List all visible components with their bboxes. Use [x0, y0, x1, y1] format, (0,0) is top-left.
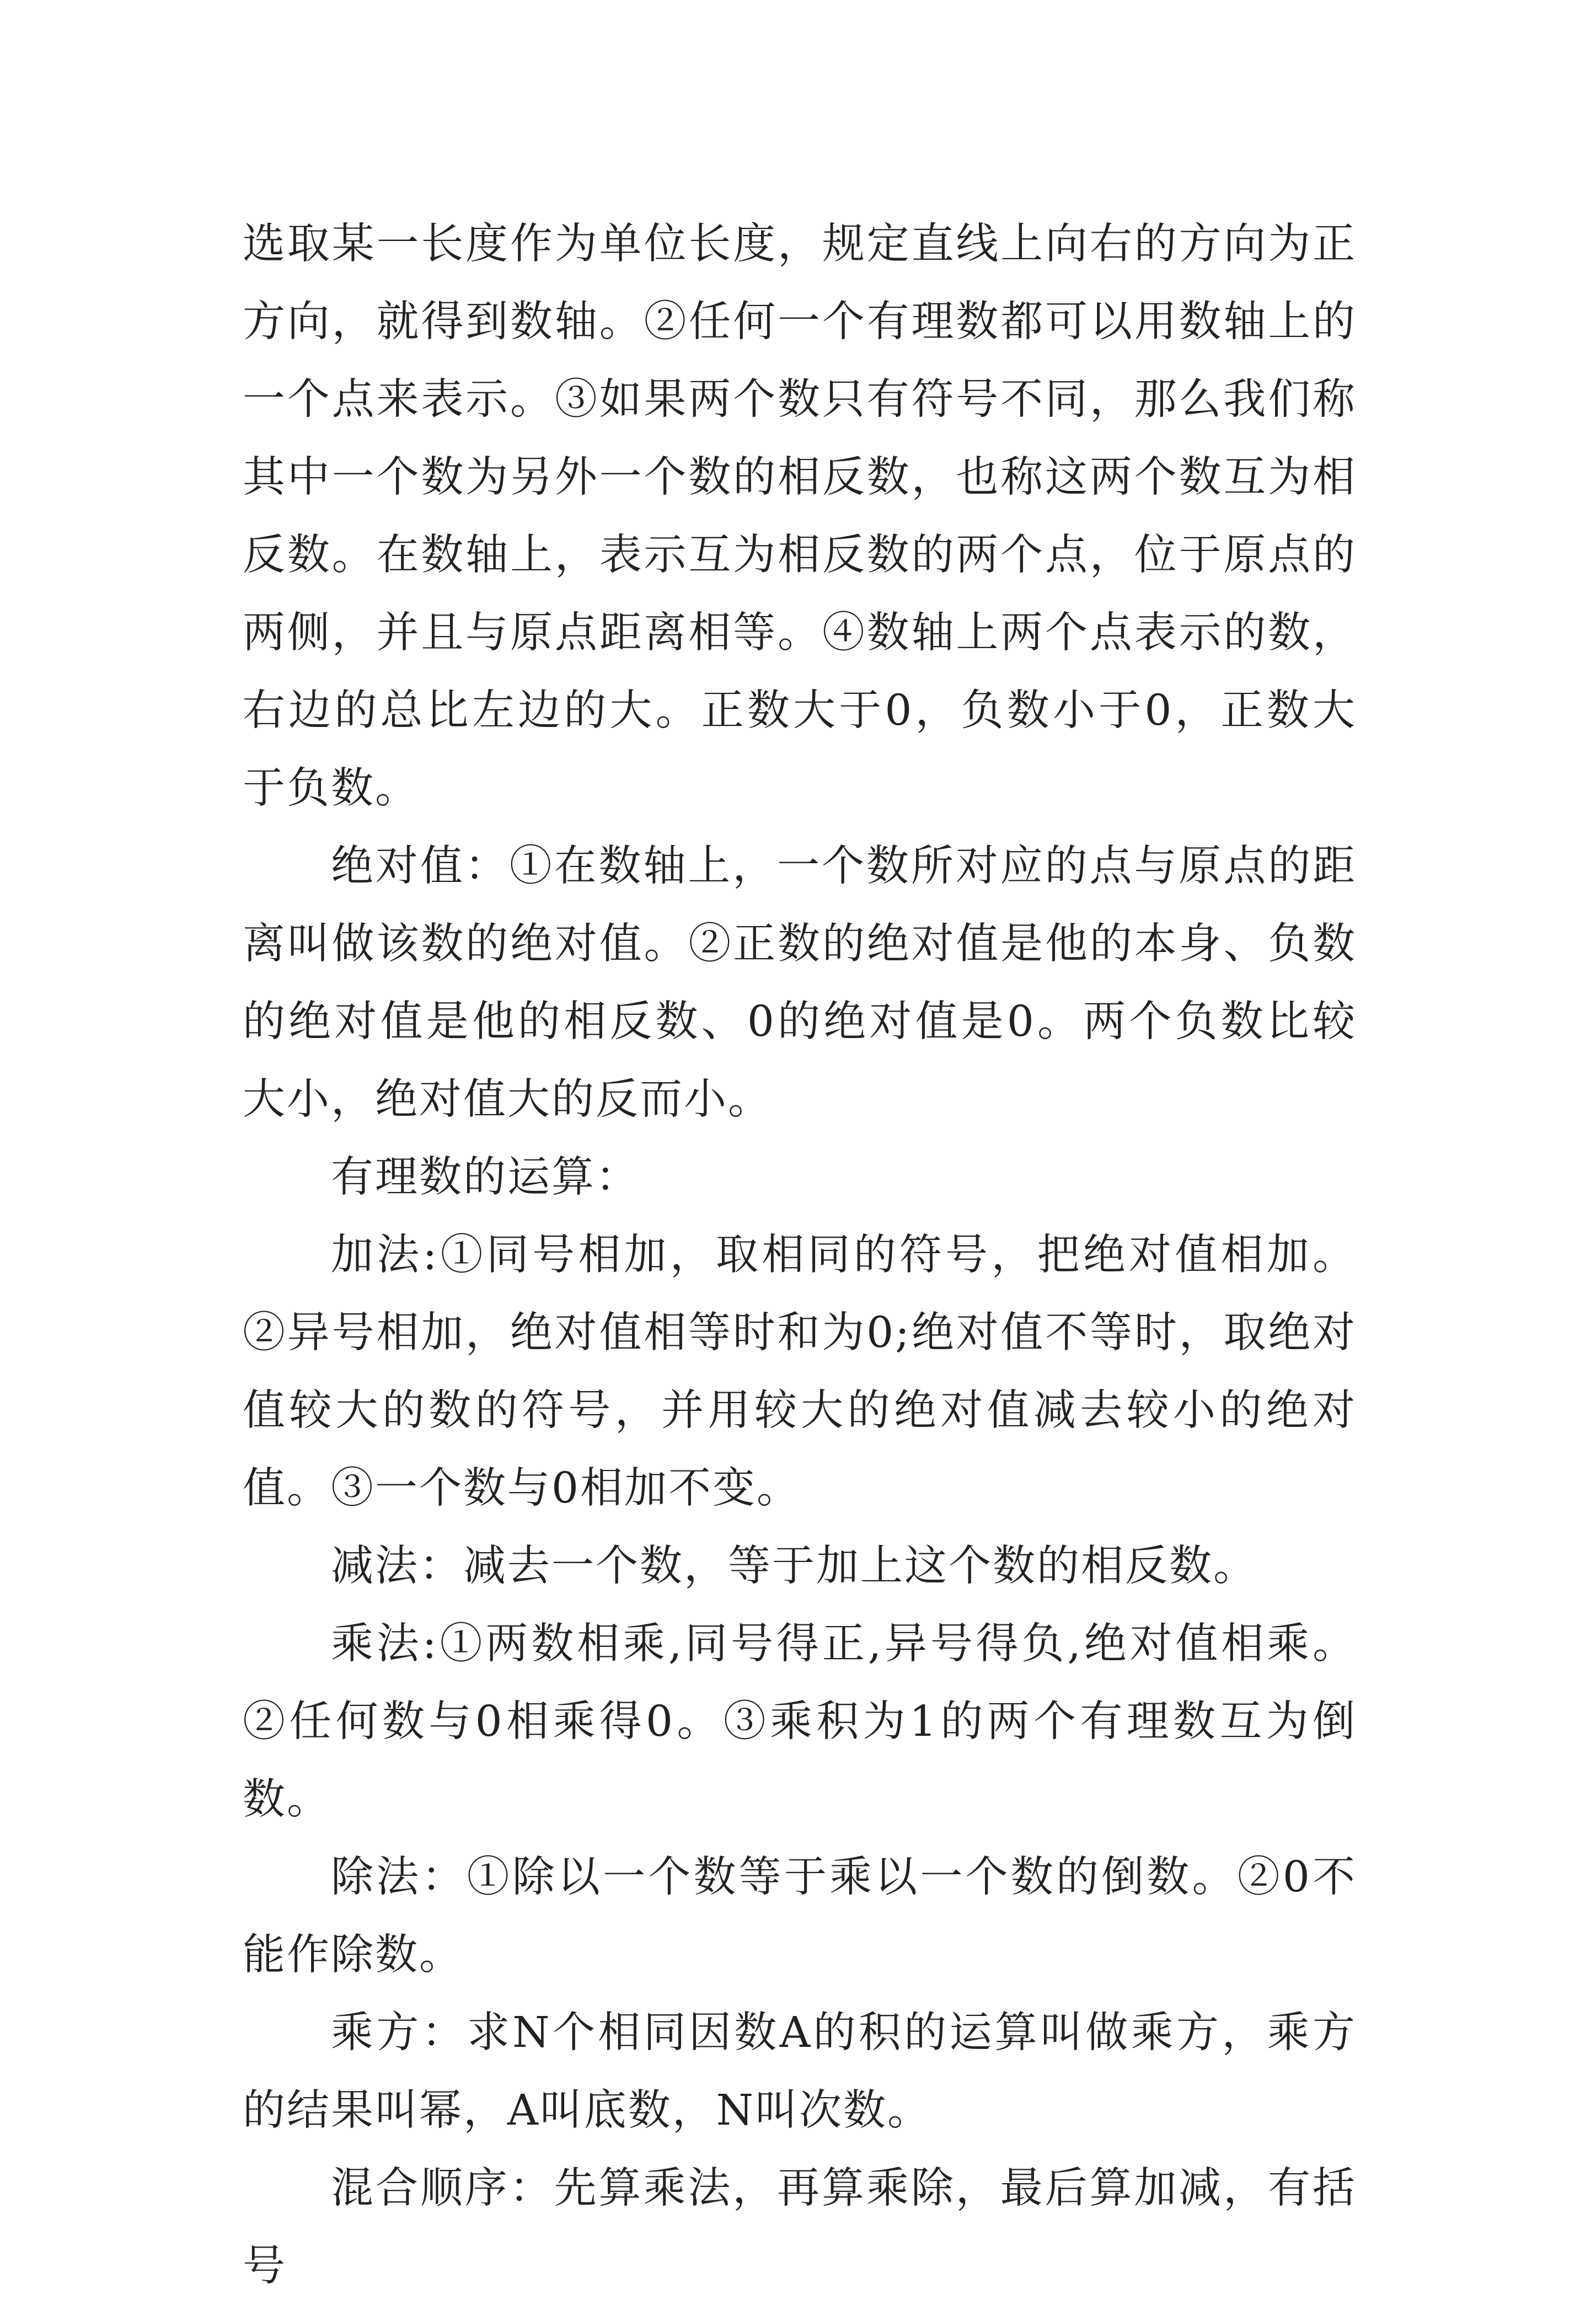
- paragraph-exponentiation: 乘方：求N个相同因数A的积的运算叫做乘方，乘方的结果叫幂，A叫底数，N叫次数。: [243, 2008, 1357, 2135]
- paragraph-number-line: 选取某一长度作为单位长度，规定直线上向右的方向为正方向，就得到数轴。②任何一个有理数都可以用数轴上的一个点来表示。③如果两个数只有符号不同，那么我们称其中一个数为另外一个数的相反数，也称这两个数互为相反数。在数轴上，表示互为相反数的两个点，位于原点的两侧，并且与原点距离相等。④数轴上两个点表示的数，右边的总比左边的大。正数大于0，负数小于0，正数大于负数。: [243, 220, 1357, 813]
- document-body: [243, 205, 1357, 2305]
- paragraph-subtraction: 减法：减去一个数，等于加上这个数的相反数。: [331, 1542, 1257, 1591]
- paragraph-addition: 加法:①同号相加，取相同的符号，把绝对值相加。②异号相加，绝对值相等时和为0;绝对值不等时，取绝对值较大的数的符号，并用较大的绝对值减去较小的绝对值。③一个数与0相加不变。: [243, 1231, 1357, 1513]
- paragraph-absolute-value: 绝对值：①在数轴上，一个数所对应的点与原点的距离叫做该数的绝对值。②正数的绝对值是他的本身、负数的绝对值是他的相反数、0的绝对值是0。两个负数比较大小，绝对值大的反而小。: [243, 842, 1357, 1124]
- paragraph-order-of-operations: 混合顺序：先算乘法，再算乘除，最后算加减，有括号: [243, 2164, 1357, 2291]
- paragraph-rational-operations-heading: 有理数的运算：: [331, 1153, 640, 1202]
- paragraph-multiplication: 乘法:①两数相乘,同号得正,异号得负,绝对值相乘。②任何数与0相乘得0。③乘积为1的两个有理数互为倒数。: [243, 1619, 1357, 1824]
- paragraph-division: 除法：①除以一个数等于乘以一个数的倒数。②0不能作除数。: [243, 1853, 1357, 1980]
